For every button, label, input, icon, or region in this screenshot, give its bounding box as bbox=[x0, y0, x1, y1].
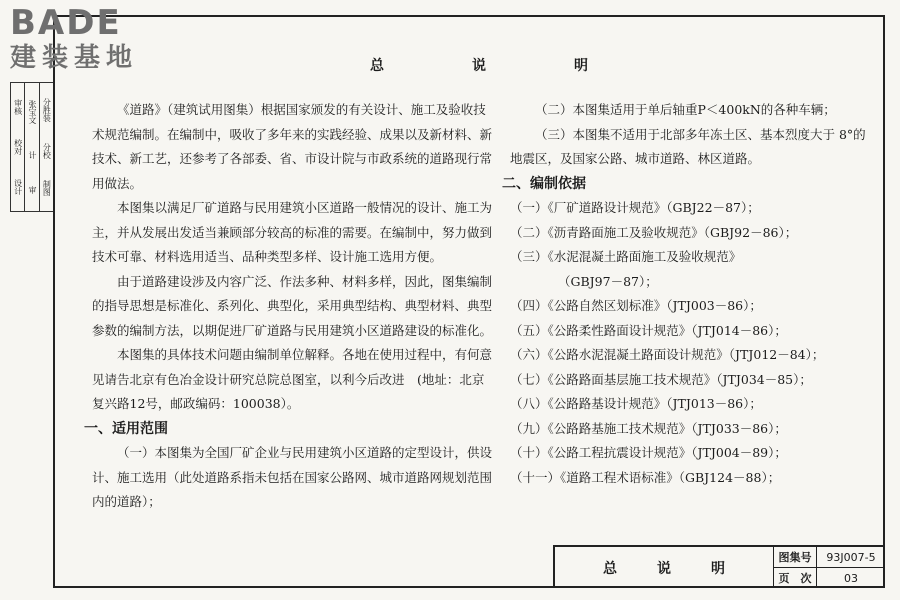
right-column bbox=[502, 98, 870, 490]
side-label: 分胜装 bbox=[42, 97, 52, 122]
paragraph: 本图集以满足厂矿道路与民用建筑小区道路一般情况的设计、施工为主，并从发展出发适当兼顾部分较高的标准的需要。在编制中，努力做到技术可靠、材料选用适当、品种类型多样、设计施工选用方便。 bbox=[92, 200, 493, 264]
reference-item: （十）《公路工程抗震设计规范》（JTJ004－89）； bbox=[510, 445, 787, 460]
side-label: 审核 bbox=[13, 99, 23, 115]
atlas-number-value: 93J007-5 bbox=[826, 550, 876, 564]
title-block bbox=[553, 545, 885, 588]
reference-item: （六）《公路水泥混凝土路面设计规范》（JTJ012－84）； bbox=[510, 347, 825, 362]
reference-item: （三）《水泥混凝土路面施工及验收规范》 bbox=[510, 249, 742, 264]
atlas-number-label: 图集号 bbox=[774, 547, 817, 567]
title-char: 总 bbox=[370, 58, 386, 74]
scope-item: （二）本图集适用于单后轴重P＜400kN的各种车辆； bbox=[535, 102, 836, 117]
reference-item-continued: （GBJ97－87）； bbox=[558, 273, 658, 289]
left-column bbox=[84, 98, 497, 515]
signature-col bbox=[40, 83, 53, 211]
reference-item: （八）《公路路基设计规范》（JTJ013－86）； bbox=[510, 396, 762, 411]
page-number-value: 03 bbox=[844, 571, 858, 585]
title-block-char: 明 bbox=[711, 560, 725, 577]
watermark-logo bbox=[10, 4, 160, 82]
paragraph: （一）本图集为全国厂矿企业与民用建筑小区道路的定型设计，供设计、施工选用（此处道路系指未包括在国家公路网、城市道路网规划范围内的道路）； bbox=[92, 445, 493, 509]
section-heading-basis: 二、编制依据 bbox=[502, 175, 586, 192]
paragraph: 本图集的具体技术问题由编制单位解释。各地在使用过程中，有何意见请告北京有色冶金设计研究总院总图室，以利今后改进 (地址：北京 复兴路12号，邮政编码：100038）。 bbox=[92, 347, 497, 411]
section-heading-scope: 一、适用范围 bbox=[84, 420, 168, 437]
side-label: 分校 bbox=[42, 142, 52, 159]
title-block-char: 说 bbox=[657, 560, 671, 577]
title-block-char: 总 bbox=[603, 560, 617, 577]
title-block-grid bbox=[774, 547, 885, 588]
title-char: 说 bbox=[472, 58, 488, 74]
logo-subtitle: 建装基地 bbox=[10, 43, 139, 73]
reference-item: （五）《公路柔性路面设计规范》（JTJ014－86）； bbox=[510, 322, 787, 338]
reference-item: （九）《公路路基施工技术规范》（JTJ033－86）； bbox=[510, 420, 787, 436]
page-number-row bbox=[774, 568, 885, 588]
signature-col bbox=[25, 83, 39, 211]
reference-item: （一）《厂矿道路设计规范》（GBJ22－87）； bbox=[510, 200, 760, 215]
side-label: 计 bbox=[27, 150, 37, 159]
reference-item: （二）《沥青路面施工及验收规范》（GBJ92－86）； bbox=[510, 224, 798, 240]
reference-item: （七）《公路路面基层施工技术规范》（JTJ034－85）； bbox=[510, 371, 812, 387]
logo-brand: BADE bbox=[10, 3, 122, 43]
scope-item: （三）本图集不适用于北部多年冻土区、基本烈度大于 8°的地震区，及国家公路、城市道路、林区道路。 bbox=[510, 126, 866, 166]
page-title bbox=[370, 55, 590, 75]
page-number-label: 页 次 bbox=[774, 568, 817, 588]
side-label: 制图 bbox=[42, 180, 52, 197]
signature-strip bbox=[10, 82, 54, 212]
atlas-number-row bbox=[774, 547, 885, 568]
reference-item: （四）《公路自然区划标准》（JTJ003－86）； bbox=[510, 298, 762, 313]
reference-item: （十一）《道路工程术语标准》（GBJ124－88）； bbox=[510, 469, 781, 485]
signature-col bbox=[11, 83, 25, 211]
paragraph: 由于道路建设涉及内容广泛、作法多种、材料多样，因此，图集编制的指导思想是标准化、系列化、典型化，采用典型结构、典型材料、典型参数的编制方法，以期促进厂矿道路与民用建筑小区道路建设的标准化。 bbox=[92, 273, 493, 338]
side-label: 审 bbox=[27, 185, 37, 194]
title-block-title bbox=[555, 547, 774, 588]
side-label: 张宝文 bbox=[27, 100, 37, 125]
paragraph: 《道路》（建筑试用图集）根据国家颁发的有关设计、施工及验收技术规范编制。在编制中，吸收了多年来的实践经验、成果以及新材料、新技术、新工艺，还参考了各部委、省、市设计院与市政系统的道路现行常用做法。 bbox=[92, 102, 493, 191]
title-char: 明 bbox=[574, 58, 590, 74]
side-label: 设计 bbox=[13, 179, 23, 195]
side-label: 校对 bbox=[13, 139, 23, 155]
